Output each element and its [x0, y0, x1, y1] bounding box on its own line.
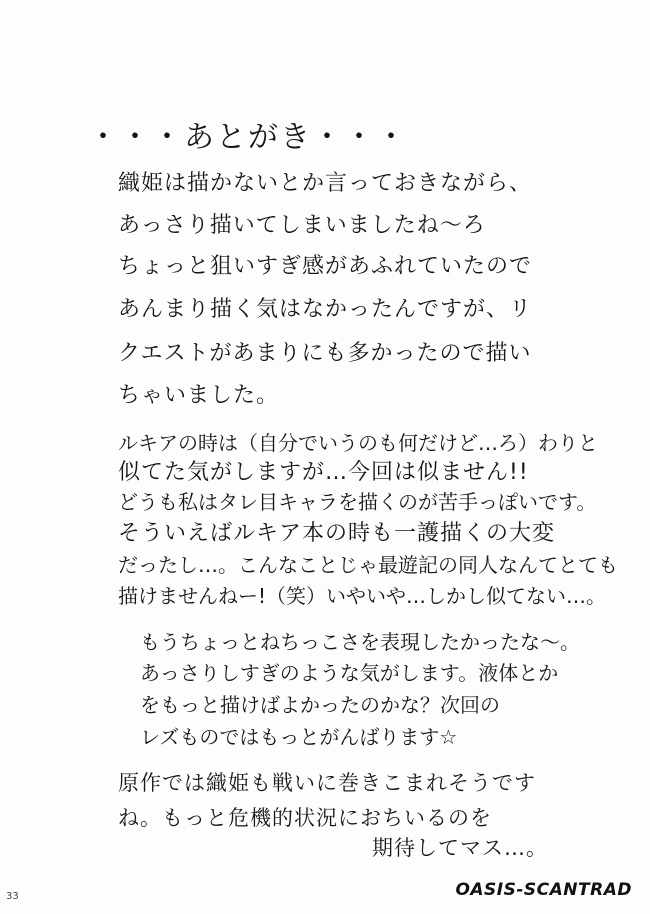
- text-line: 期待してマス…。: [372, 836, 548, 860]
- text-line: あっさりしすぎのような気がします。液体とか: [140, 661, 559, 685]
- text-line: ね。もっと危機的状況におちいるのを: [118, 806, 492, 830]
- text-line: だったし…。こんなことじゃ最遊記の同人なんてとても: [118, 553, 618, 577]
- text-line: をもっと描けばよかったのかな？次回の: [140, 693, 500, 717]
- text-line: もうちょっとねちっこさを表現したかったな～。: [140, 630, 580, 654]
- text-line: ちょっと狙いすぎ感があふれていたので: [118, 254, 533, 279]
- text-line: どうも私はタレ目キャラを描くのが苦手っぽいです。: [118, 490, 597, 514]
- text-line: 描けませんねー!（笑）いやいや…しかし似てない…。: [118, 584, 607, 608]
- text-line: そういえばルキア本の時も一護描くの大変: [118, 521, 556, 546]
- text-line: あんまり描く気はなかったんですが、リ: [118, 297, 533, 322]
- afterword-heading: ・・・あとがき・・・: [88, 120, 408, 155]
- text-line: あっさり描いてしまいましたね～ろ: [118, 213, 486, 238]
- text-line: ルキアの時は（自分でいうのも何だけど…ろ）わりと: [118, 431, 598, 455]
- text-line: 似てた気がしますが…今回は似ません!!: [118, 460, 529, 485]
- text-line: 原作では織姫も戦いに巻きこまれそうです: [118, 771, 536, 795]
- page-number: 33: [6, 891, 19, 902]
- text-line: 織姫は描かないとか言っておきながら、: [118, 171, 533, 196]
- scanlation-watermark: OASIS-SCANTRAD: [455, 880, 632, 900]
- text-line: ちゃいました。: [118, 383, 280, 408]
- text-line: クエストがあまりにも多かったので描い: [118, 341, 532, 366]
- text-line: レズものではもっとがんばります☆: [140, 725, 458, 749]
